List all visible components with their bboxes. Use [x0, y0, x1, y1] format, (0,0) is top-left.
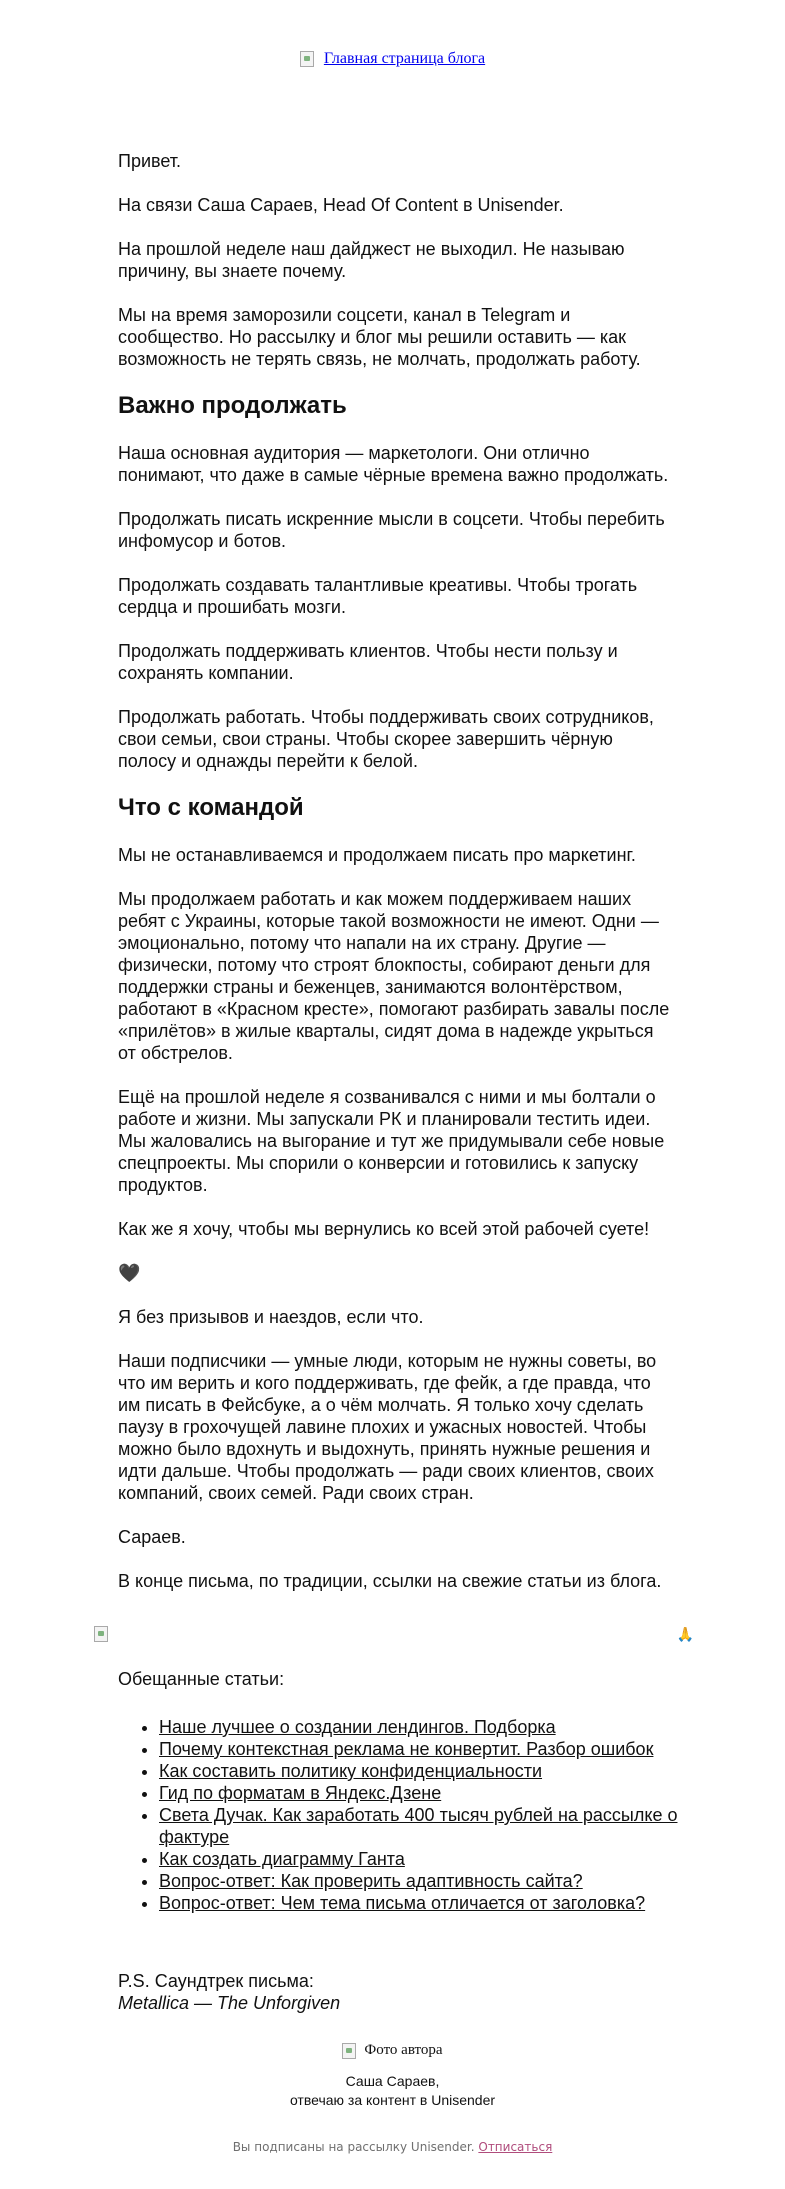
article-link[interactable]: Вопрос-ответ: Как проверить адаптивность сайта? [159, 1871, 583, 1891]
body-paragraph: Я без призывов и наездов, если что. [118, 1307, 424, 1327]
article-link[interactable]: Как составить политику конфиденциальности [159, 1761, 543, 1781]
body-paragraph: Наша основная аудитория — маркетологи. Они отлично понимают, что даже в самые чёрные времена важно продолжать. [118, 443, 669, 485]
list-item [159, 1804, 678, 1848]
blog-home-logo-link[interactable] [300, 50, 485, 68]
broken-image-icon [300, 51, 314, 67]
praying-hands-icon: 🙏 [676, 1626, 694, 1642]
body-paragraph: Как же я хочу, чтобы мы вернулись ко всей этой рабочей суете! [118, 1219, 650, 1239]
body-paragraph: Продолжать поддерживать клиентов. Чтобы нести пользу и сохранять компании. [118, 641, 618, 683]
author-name: Саша Сараев, [345, 2072, 440, 2089]
article-link[interactable]: Почему контекстная реклама не конвертит. Разбор ошибок [159, 1739, 654, 1759]
articles-list [118, 1716, 678, 1914]
subscription-note: Вы подписаны на рассылку Unisender. [232, 2140, 475, 2154]
list-item [159, 1760, 678, 1782]
body-paragraph: Продолжать создавать талантливые креативы. Чтобы трогать сердца и прошибать мозги. [118, 575, 638, 617]
articles-title: Обещанные статьи: [118, 1669, 285, 1689]
postscript [118, 1970, 670, 2014]
author-signature: Сараев. [118, 1527, 186, 1547]
author-photo [342, 2042, 442, 2059]
author-role: отвечаю за контент в Unisender [289, 2091, 496, 2108]
author-photo-alt: Фото автора [364, 2042, 443, 2058]
article-link[interactable]: Света Дучак. Как заработать 400 тысяч рублей на рассылке о фактуре [159, 1805, 678, 1847]
list-item [159, 1782, 678, 1804]
section-heading: Что с командой [118, 794, 304, 821]
greeting: Привет. [118, 151, 182, 171]
article-link[interactable]: Вопрос-ответ: Чем тема письма отличается от заголовка? [159, 1893, 646, 1913]
body-paragraph: Продолжать писать искренние мысли в соцсети. Чтобы перебить инфомусор и ботов. [118, 509, 665, 551]
broken-image-icon [342, 2043, 356, 2059]
author-block [0, 2042, 785, 2110]
banner-image-icon [94, 1626, 108, 1642]
soundtrack: Metallica — The Unforgiven [118, 1993, 341, 2013]
footer [0, 2140, 785, 2154]
intro-paragraph: На прошлой неделе наш дайджест не выходил. Не называю причину, вы знаете почему. [118, 239, 625, 281]
list-item [159, 1848, 678, 1870]
letter-body [118, 150, 670, 1614]
ps-label: P.S. Саундтрек письма: [118, 1971, 314, 1991]
list-item [159, 1892, 678, 1914]
body-paragraph: Продолжать работать. Чтобы поддерживать своих сотрудников, свои семьи, свои страны. Чтобы скорее завершить чёрную полосу и однажды перейти к белой. [118, 707, 654, 771]
articles-section [118, 1668, 678, 1914]
article-link[interactable]: Наше лучшее о создании лендингов. Подборка [159, 1717, 556, 1737]
unsubscribe-link[interactable]: Отписаться [478, 2140, 553, 2154]
intro-paragraph: На связи Саша Сараев, Head Of Content в Unisender. [118, 195, 564, 215]
logo-alt-text: Главная страница блога [323, 50, 486, 67]
list-item [159, 1870, 678, 1892]
body-paragraph: Наши подписчики — умные люди, которым не нужны советы, во что им верить и кого поддерживать, где фейк, а где правда, что им писать в Фейсбуке, а о чём молчать. Я только хочу сделать паузу в грохочущей лавине плохих и ужасных новостей. Чтобы можно было вдохнуть и выдохнуть, принять нужные решения и идти дальше. Чтобы продолжать — ради своих клиентов, своих компаний, своих семей. Ради своих стран. [118, 1351, 657, 1503]
black-heart-icon: 🖤 [118, 1263, 141, 1283]
banner [94, 1626, 694, 1646]
list-item [159, 1738, 678, 1760]
intro-paragraph: Мы на время заморозили соцсети, канал в Telegram и сообщество. Но рассылку и блог мы решили оставить — как возможность не терять связь, не молчать, продолжать работу. [118, 305, 641, 369]
article-link[interactable]: Как создать диаграмму Ганта [159, 1849, 405, 1869]
header [0, 50, 785, 72]
body-paragraph: Мы продолжаем работать и как можем поддерживаем наших ребят с Украины, которые такой возможности не имеют. Одни — эмоционально, потому что напали на их страну. Другие — физически, потому что строят блокпосты, собирают деньги для поддержки страны и беженцев, занимаются волонтёрством, работают в «Красном кресте», помогают разбирать завалы после «прилётов» в жилые кварталы, сидят дома в надежде укрыться от обстрелов. [118, 889, 670, 1063]
list-item [159, 1716, 678, 1738]
author-signature-block [0, 2072, 785, 2110]
section-heading: Важно продолжать [118, 392, 347, 419]
article-link[interactable]: Гид по форматам в Яндекс.Дзене [159, 1783, 442, 1803]
body-paragraph: Мы не останавливаемся и продолжаем писать про маркетинг. [118, 845, 636, 865]
body-paragraph: В конце письма, по традиции, ссылки на свежие статьи из блога. [118, 1571, 662, 1591]
body-paragraph: Ещё на прошлой неделе я созванивался с ними и мы болтали о работе и жизни. Мы запускали РК и планировали тестить идеи. Мы жаловались на выгорание и тут же придумывали себе новые спецпроекты. Мы спорили о конверсии и готовились к запуску продуктов. [118, 1087, 665, 1195]
